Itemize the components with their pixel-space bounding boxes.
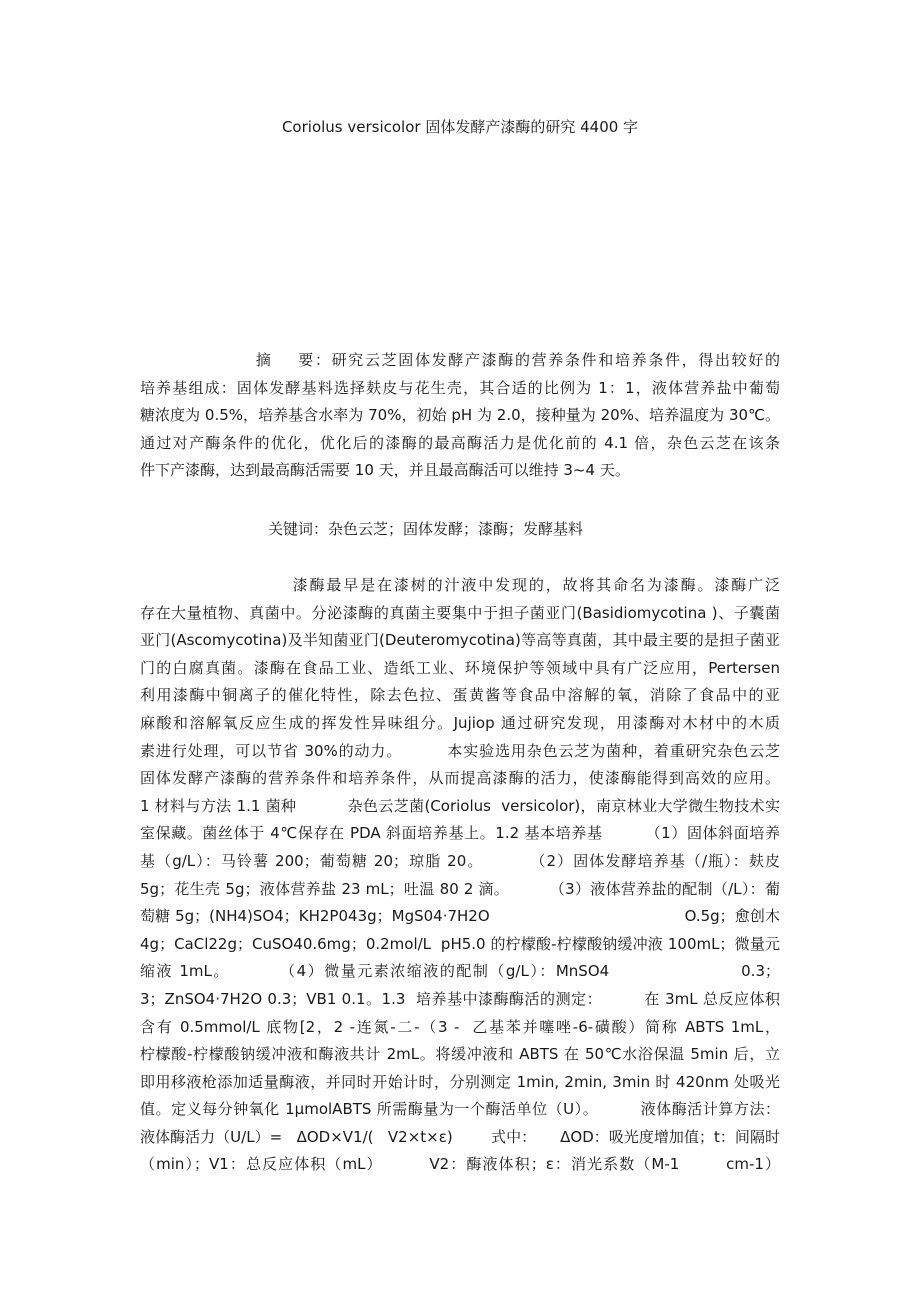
body-line: 室保藏。菌丝体于 4℃保存在 PDA 斜面培养基上。1.2 基本培养基 （1）固体斜面培养 — [140, 824, 780, 843]
body-line: 固体发酵产漆酶的营养条件和培养条件，从而提高漆酶的活力，使漆酶能得到高效的应用。 — [140, 769, 780, 788]
body-line: 亚门(Ascomycotina)及半知菌亚门(Deuteromycotina)等高等真菌，其中最主要的是担子菌亚 — [140, 631, 780, 650]
body-line: 利用漆酶中铜离子的催化特性，除去色拉、蛋黄酱等食品中溶解的氧，消除了食品中的亚 — [140, 686, 780, 705]
body-line: 缩液 1mL。 （4）微量元素浓缩液的配制（g/L）：MnSO4 0.3； — [140, 962, 780, 981]
body-line: 5g；花生壳 5g；液体营养盐 23 mL；吐温 80 2 滴。 （3）液体营养盐的配制（/L）：葡 — [140, 879, 780, 898]
body-line: 3；ZnSO4·7H2O 0.3；VB1 0.1。1.3 培养基中漆酶酶活的测定： 在 3mL 总反应体积 — [140, 989, 780, 1008]
body-line: 即用移液枪添加适量酶液，并同时开始计时，分别测定 1min, 2min, 3min 时 420nm 处吸光 — [140, 1072, 780, 1091]
abstract-line: 件下产漆酶，达到最高酶活需要 10 天，并且最高酶活可以维持 3~4 天。 — [140, 461, 630, 480]
abstract-line: 通过对产酶条件的优化，优化后的漆酶的最高酶活力是优化前的 4.1 倍，杂色云芝在该条 — [140, 433, 780, 452]
body-line: 素进行处理，可以节省 30%的动力。 本实验选用杂色云芝为菌种，着重研究杂色云芝 — [140, 741, 780, 760]
body-line: 门的白腐真菌。漆酶在食品工业、造纸工业、环境保护等领域中具有广泛应用，Pertersen — [140, 658, 780, 677]
abstract-line: 培养基组成：固体发酵基料选择麸皮与花生壳，其合适的比例为 1：1，液体营养盐中葡萄 — [140, 378, 780, 397]
body-line: 基（g/L）：马铃薯 200；葡萄糖 20；琼脂 20。 （2）固体发酵培养基（/瓶）：麸皮 — [140, 851, 780, 870]
body-line: 漆酶最早是在漆树的汁液中发现的，故将其命名为漆酶。漆酶广泛 — [140, 576, 780, 594]
body-line: 值。定义每分钟氧化 1μmolABTS 所需酶量为一个酶活单位（U）。 液体酶活计算方法： — [140, 1100, 780, 1119]
keywords-text: 关键词：杂色云芝；固体发酵；漆酶；发酵基料 — [268, 520, 584, 538]
body-line: 萄糖 5g；(NH4)SO4；KH2P043g；MgS04·7H2O O.5g；愈创木 — [140, 907, 780, 926]
body-line: 柠檬酸-柠檬酸钠缓冲液和酶液共计 2mL。将缓冲液和 ABTS 在 50℃水浴保温 5min 后，立 — [140, 1045, 780, 1064]
keywords-line — [268, 516, 768, 544]
body-line: 存在大量植物、真菌中。分泌漆酶的真菌主要集中于担子菌亚门(Basidiomycotina )、子囊菌 — [140, 603, 780, 622]
body-line: 1 材料与方法 1.1 菌种 杂色云芝菌(Coriolus versicolor)，南京林业大学微生物技术实 — [140, 796, 780, 815]
abstract-paragraph — [140, 347, 780, 485]
body-line: 含有 0.5mmol/L 底物[2，2 -连氮-二-（3 - 乙基苯并噻唑-6-磺酸）简称 ABTS 1mL， — [140, 1017, 780, 1036]
body-line: 4g；CaCl22g；CuSO40.6mg；0.2mol/L pH5.0 的柠檬酸-柠檬酸钠缓冲液 100mL；微量元 — [140, 934, 780, 953]
body-line: 麻酸和溶解氧反应生成的挥发性异味组分。Jujiop 通过研究发现，用漆酶对木材中的木质 — [140, 713, 780, 732]
body-line: （min）；V1：总反应体积（mL） V2：酶液体积；ε：消光系数（M-1 cm-1） — [140, 1155, 780, 1174]
abstract-line: 糖浓度为 0.5%，培养基含水率为 70%，初始 pH 为 2.0，接种量为 20%、培养温度为 30℃。 — [140, 406, 780, 425]
body-line: 液体酶活力（U/L）= ΔOD×V1/( V2×t×ε) 式中： ΔOD：吸光度增加值；t：间隔时 — [140, 1127, 780, 1146]
document-title: Coriolus versicolor 固体发酵产漆酶的研究 4400 字 — [281, 118, 639, 136]
body-text — [140, 572, 780, 1179]
abstract-line: 摘 要：研究云芝固体发酵产漆酶的营养条件和培养条件，得出较好的 — [140, 351, 780, 369]
